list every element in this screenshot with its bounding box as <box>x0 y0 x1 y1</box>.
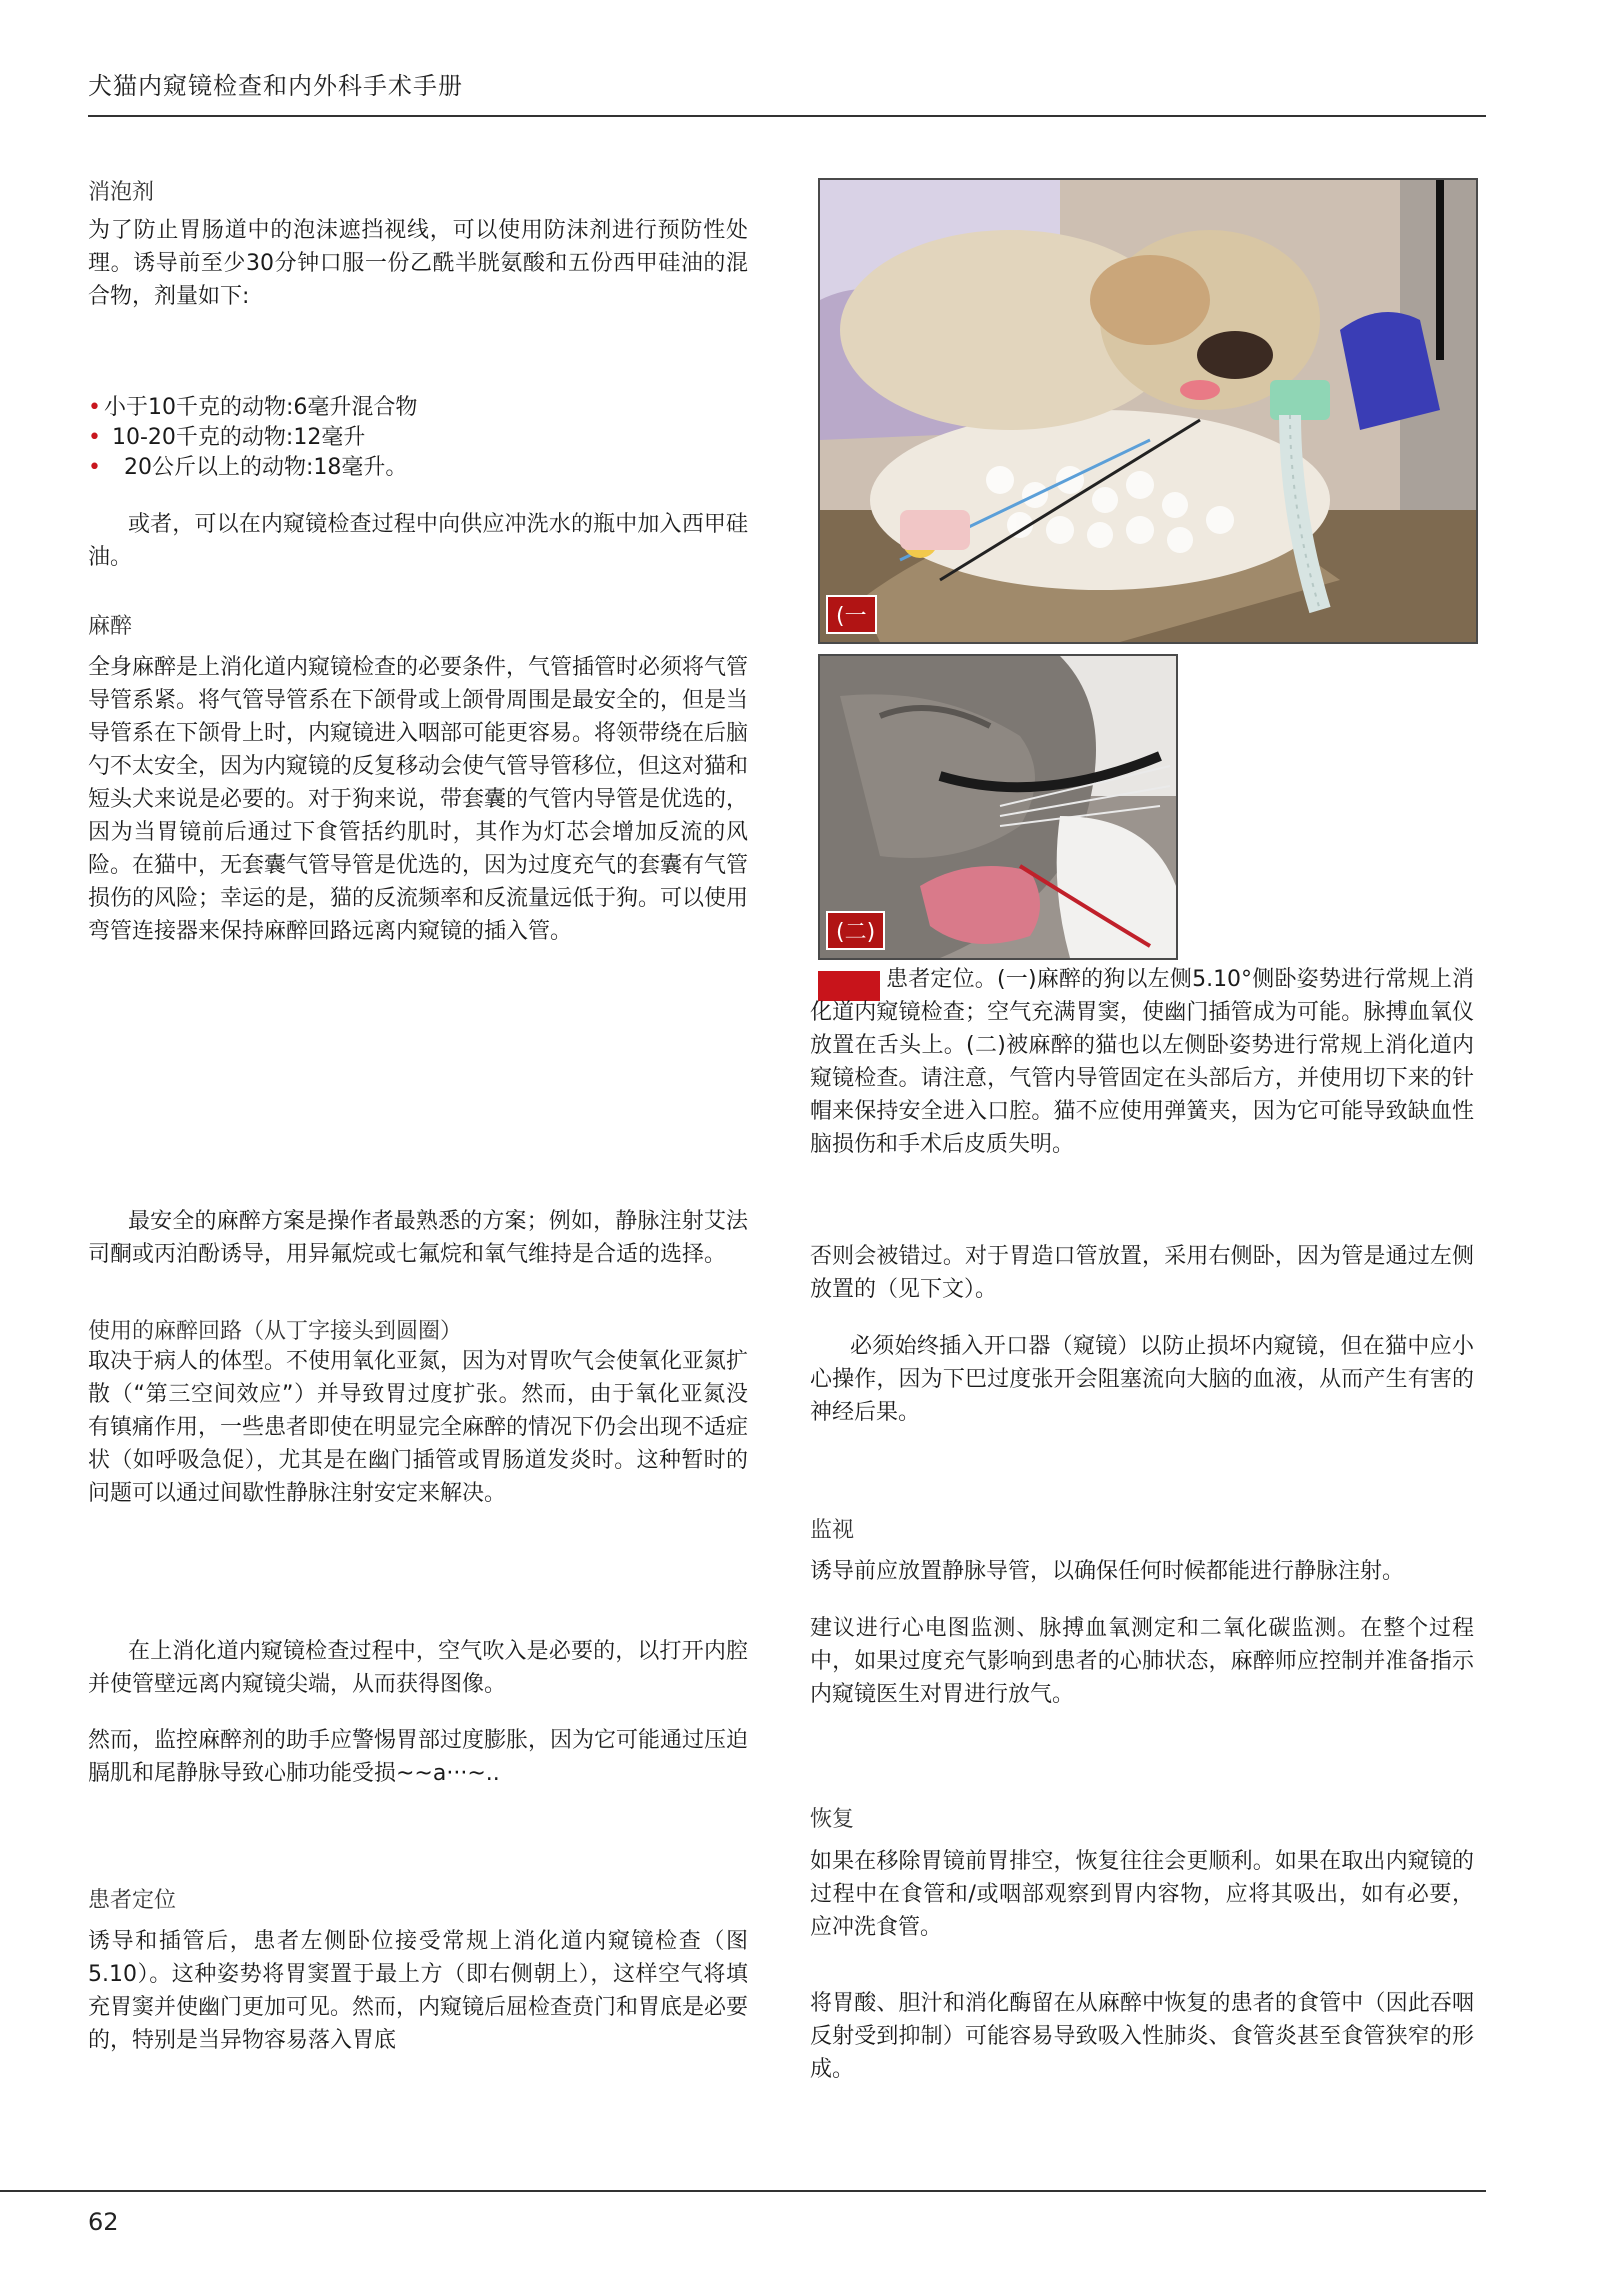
figure-dog-photo <box>818 178 1478 644</box>
antifoam-intro: 为了防止胃肠道中的泡沫遮挡视线，可以使用防沫剂进行预防性处理。诱导前至少30分钟口服一份乙酰半胱氨酸和五份西甲硅油的混合物，剂量如下: <box>88 218 748 309</box>
section-heading-recovery: 恢复 <box>810 1807 855 1832</box>
header-rule <box>88 115 1486 117</box>
anesthesia-paragraph-2: 最安全的麻醉方案是操作者最熟悉的方案；例如，静脉注射艾法司酮或丙泊酚诱导，用异氟烷或七氟烷和氧气维持是合适的选择。 <box>88 1209 748 1267</box>
figure-cat-photo <box>818 654 1178 960</box>
monitoring-paragraph-2: 建议进行心电图监测、脉搏血氧测定和二氧化碳监测。在整个过程中，如果过度充气影响到患者的心肺状态，麻醉师应控制并准备指示内窥镜医生对胃进行放气。 <box>810 1616 1474 1707</box>
bullet-icon: • <box>88 455 101 480</box>
list-item: • 小于10千克的动物:6毫升混合物 <box>88 393 748 423</box>
page-number: 62 <box>88 2208 119 2236</box>
figure-tag-b: (二) <box>826 911 885 950</box>
recovery-paragraph-1: 如果在移除胃镜前胃排空，恢复往往会更顺利。如果在取出内窥镜的过程中在食管和/或咽部观察到胃内容物，应将其吸出，如有必要，应冲洗食管。 <box>810 1849 1474 1940</box>
section-heading-monitoring: 监视 <box>810 1518 855 1543</box>
figure-tag-a: (一 <box>826 595 877 634</box>
anesthesia-paragraph-5: 然而，监控麻醉剂的助手应警惕胃部过度膨胀，因为它可能通过压迫膈肌和尾静脉导致心肺功能受损~~a···~.. <box>88 1728 749 1786</box>
section-heading-antifoam: 消泡剂 <box>88 180 155 205</box>
bullet-icon: • <box>88 425 101 450</box>
positioning-continuation: 否则会被错过。对于胃造口管放置，采用右侧卧，因为管是通过左侧放置的（见下文）。 <box>810 1244 1474 1302</box>
dog-photo-illustration <box>820 180 1476 642</box>
section-heading-anesthesia: 麻醉 <box>88 614 133 639</box>
recovery-paragraph-2: 将胃酸、胆汁和消化酶留在从麻醉中恢复的患者的食管中（因此吞咽反射受到抑制）可能容易导致吸入性肺炎、食管炎甚至食管狭窄的形成。 <box>810 1991 1474 2082</box>
running-header: 犬猫内窥镜检查和内外科手术手册 <box>88 72 463 100</box>
bullet-icon: • <box>88 395 101 420</box>
figure-caption: 患者定位。(一)麻醉的狗以左侧5.10°侧卧姿势进行常规上消化道内窥镜检查；空气充满胃窦，使幽门插管成为可能。脉搏血氧仪放置在舌头上。(二)被麻醉的猫也以左侧卧姿势进行常规上消化道内窥镜检查。请注意，气管内导管固定在头部后方，并使用切下来的针帽来保持安全进入口腔。猫不应使用弹簧夹，因为它可能导致缺血性脑损伤和手术后皮质失明。 <box>810 967 1474 1157</box>
mouth-gag-paragraph: 必须始终插入开口器（窥镜）以防止损坏内窥镜，但在猫中应小心操作，因为下巴过度张开会阻塞流向大脑的血液，从而产生有害的神经后果。 <box>810 1334 1474 1425</box>
list-item: • 20公斤以上的动物:18毫升。 <box>88 453 748 483</box>
footer-rule <box>0 2190 1486 2192</box>
anesthesia-paragraph-4: 在上消化道内窥镜检查过程中，空气吹入是必要的，以打开内腔并使管壁远离内窥镜尖端，从而获得图像。 <box>88 1639 748 1697</box>
dosage-list <box>88 393 748 483</box>
list-item: • 10-20千克的动物:12毫升 <box>88 423 748 453</box>
anesthesia-paragraph-1: 全身麻醉是上消化道内窥镜检查的必要条件，气管插管时必须将气管导管系紧。将气管导管系在下颌骨或上颌骨周围是最安全的，但是当导管系在下颌骨上时，内窥镜进入咽部可能更容易。将领带绕在后脑勺不太安全，因为内窥镜的反复移动会使气管导管移位，但这对猫和短头犬来说是必要的。对于狗来说，带套囊的气管内导管是优选的，因为当胃镜前后通过下食管括约肌时，其作为灯芯会增加反流的风险。在猫中，无套囊气管导管是优选的，因为过度充气的套囊有气管损伤的风险；幸运的是，猫的反流频率和反流量远低于狗。可以使用弯管连接器来保持麻醉回路远离内窥镜的插入管。 <box>88 655 749 944</box>
anesthesia-paragraph-3: 取决于病人的体型。不使用氧化亚氮，因为对胃吹气会使氧化亚氮扩散（“第三空间效应”）并导致胃过度扩张。然而，由于氧化亚氮没有镇痛作用，一些患者即使在明显完全麻醉的情况下仍会出现不适症状（如呼吸急促），尤其是在幽门插管或胃肠道发炎时。这种暂时的问题可以通过间歇性静脉注射安定来解决。 <box>88 1349 749 1506</box>
circuit-heading: 使用的麻醉回路（从丁字接头到圆圈） <box>88 1319 463 1344</box>
section-heading-positioning: 患者定位 <box>88 1888 177 1913</box>
positioning-paragraph: 诱导和插管后，患者左侧卧位接受常规上消化道内窥镜检查（图5.10）。这种姿势将胃窦置于最上方（即右侧朝上），这样空气将填充胃窦并使幽门更加可见。然而，内窥镜后屈检查贲门和胃底是必要的，特别是当异物容易落入胃底 <box>88 1929 749 2053</box>
antifoam-alternative: 或者，可以在内窥镜检查过程中向供应冲洗水的瓶中加入西甲硅油。 <box>88 512 748 570</box>
monitoring-paragraph-1: 诱导前应放置静脉导管，以确保任何时候都能进行静脉注射。 <box>810 1559 1405 1584</box>
